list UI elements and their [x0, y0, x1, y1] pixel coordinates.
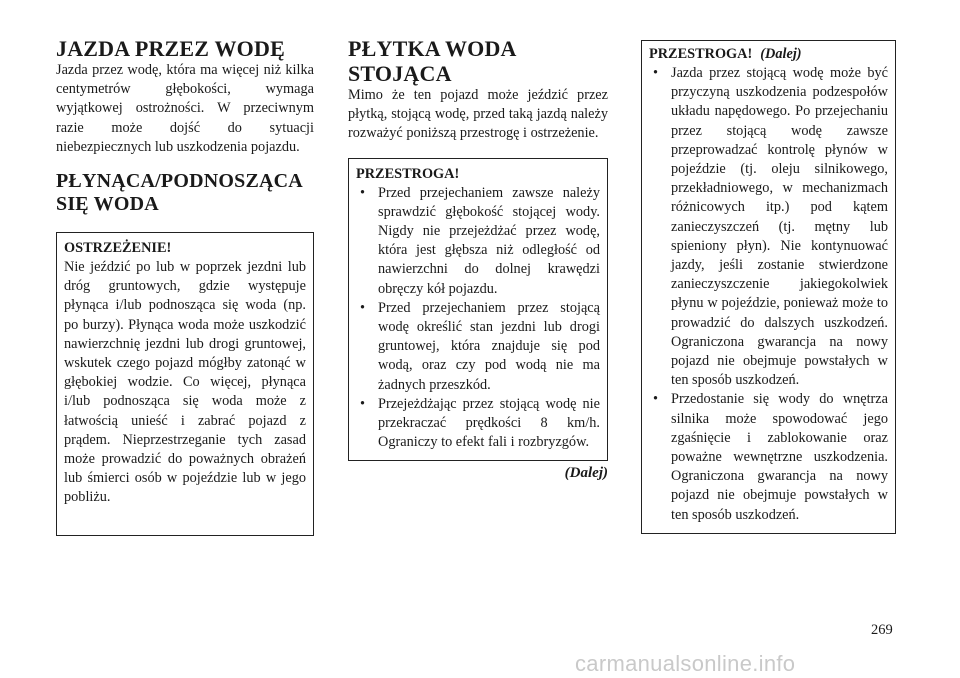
- bullet-icon: •: [360, 299, 366, 316]
- caution-list-continued: [649, 64, 888, 525]
- caution-list: [356, 184, 600, 453]
- bullet-icon: •: [653, 391, 659, 408]
- section-heading-shallow-standing-water: PŁYTKA WODA STOJĄCA: [348, 36, 516, 86]
- list-item: • Jazda przez stojącą wodę może być przyczyną uszkodzenia podzespołów układu napędowego. Po przejechaniu przez stojącą wodę zawsze przeprowadzać kontrolę płynów w pojeździe (tj. oleju silnikowego, przekładniowego, w mechanizmach różnicowych itp.) pod kątem zanieczyszczeń (tj. mętny lub spieniony płyn). Nie kontynuować jazdy, jeśli zostanie stwierdzone zanieczyszczenie jakiegokolwiek płynu w pojeździe, ponieważ może to prowadzić do dalszych uszkodzeń. Ograniczona gwarancja na nowy pojazd nie obejmuje powstałych w ten sposób uszkodzeń.: [653, 65, 888, 389]
- subheading-line-2: SIĘ WODA: [56, 193, 159, 216]
- warning-title: OSTRZEŻENIE!: [64, 240, 172, 257]
- list-item: • Przejeżdżając przez stojącą wodę nie przekraczać prędkości 8 km/h. Ograniczy to efekt fali i rozbryzgów.: [360, 395, 600, 451]
- continued-label: (Dalej): [564, 465, 608, 482]
- column-right: [641, 40, 896, 534]
- list-item: • Przedostanie się wody do wnętrza silnika może spowodować jego zgaśnięcie i zablokowanie oraz poważne wewnętrzne uszkodzenia. Ograniczona gwarancja na nowy pojazd nie obejmuje powstałych w ten sposób uszkodzeń.: [653, 391, 888, 523]
- caution-title-text: PRZESTROGA!: [649, 46, 753, 62]
- section-heading-driving-through-water: JAZDA PRZEZ WODĘ: [56, 36, 285, 61]
- subheading-line-1: PŁYNĄCA/PODNOSZĄCA: [56, 170, 303, 193]
- intro-paragraph: Jazda przez wodę, która ma więcej niż kilka centymetrów głębokości, wymaga wyjątkowej ostrożności. W przeciwnym razie może dojść do sytuacji niebezpiecznych lub uszkodzenia pojazdu.: [56, 62, 314, 155]
- bullet-icon: •: [653, 65, 659, 81]
- caution-box-continued: [641, 40, 896, 534]
- column-left: [56, 36, 314, 536]
- continued-tag: (Dalej): [760, 46, 802, 62]
- list-item: • Przed przejechaniem przez stojącą wodę określić stan jezdni lub drogi gruntowej, która znajduje się pod wodą, oraz czy pod wodą nie ma żadnych przeszkód.: [360, 299, 600, 393]
- intro-paragraph-standing-water: Mimo że ten pojazd może jeździć przez płytką, stojącą wodę, przed taką jazdą należy rozważyć poniższą przestrogę i ostrzeżenie.: [348, 87, 608, 142]
- caution-box: [348, 158, 608, 462]
- column-middle: [348, 36, 608, 483]
- list-item: • Przed przejechaniem zawsze należy sprawdzić głębokość stojącej wody. Nigdy nie przejeżdżać przez wodę, która jest głębsza niż odległość od nawierzchni do dolnej krawędzi obręczy kół pojazdu.: [360, 184, 600, 297]
- bullet-icon: •: [360, 395, 366, 412]
- bullet-icon: •: [360, 184, 366, 201]
- watermark-text: carmanualsonline.info: [575, 651, 796, 676]
- page-number: 269: [871, 622, 893, 638]
- caution-title-continued: [649, 45, 888, 64]
- subheading-flowing-water: [56, 170, 314, 216]
- warning-text: Nie jeździć po lub w poprzek jezdni lub dróg gruntowych, gdzie występuje płynąca i/lub podnosząca się woda (np. po burzy). Płynąca woda może uszkodzić nawierzchnię jezdni lub drogi gruntowej, wskutek czego pojazd mógłby zatonąć w głębokiej wodzie. Co więcej, płynąca i/lub podnosząca się woda może z łatwością unieść i zabrać pojazd z prądem. Nieprzestrzeganie tych zasad może prowadzić do poważnych obrażeń lub śmierci osób w pojeździe lub w jego pobliżu.: [64, 259, 306, 506]
- warning-box: [56, 232, 314, 536]
- caution-title: PRZESTROGA!: [356, 165, 460, 182]
